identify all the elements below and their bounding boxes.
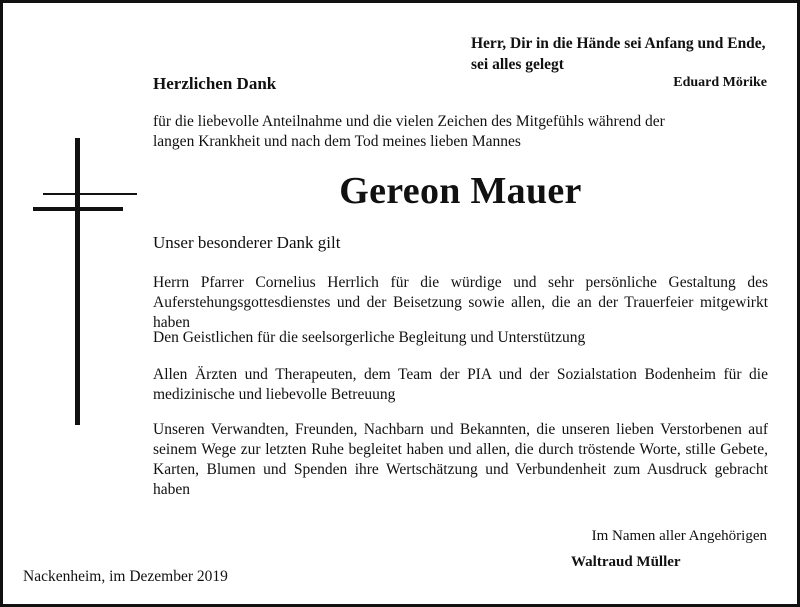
deceased-name: Gereon Mauer [339, 170, 582, 212]
thanks-paragraph: Allen Ärzten und Therapeuten, dem Team der PIA und der Sozialstation Bodenheim für die medizinische und liebevolle Betreuung [153, 366, 768, 403]
intro-text: für die liebevolle Anteilnahme und die vielen Zeichen des Mitgefühls während der langen Krankheit und nach dem Tod meines lieben Mannes [153, 113, 665, 150]
closing-line: Im Namen aller Angehörigen [591, 528, 767, 544]
motto-author: Eduard Mörike [673, 75, 767, 90]
cross-vertical-beam [75, 138, 80, 425]
heading: Herzlichen Dank [153, 74, 277, 93]
cross-thick-beam [33, 207, 123, 211]
thanks-paragraph: Den Geistlichen für die seelsorgerliche Begleitung und Unterstützung [153, 329, 586, 346]
signer-name: Waltraud Müller [571, 554, 681, 570]
place-date: Nackenheim, im Dezember 2019 [23, 568, 228, 585]
motto-quote: Herr, Dir in die Hände sei Anfang und Ende, sei alles gelegt [471, 35, 766, 73]
cross-thin-beam [43, 193, 137, 195]
thanks-paragraph: Herrn Pfarrer Cornelius Herrlich für die würdige und sehr persönliche Gestaltung des Auferstehungsgottesdienstes und der Beisetzung sowie allen, die an der Trauerfeier mitgewirkt haben [153, 274, 768, 331]
thanks-intro: Unser besonderer Dank gilt [153, 233, 341, 252]
thanks-paragraph: Unseren Verwandten, Freunden, Nachbarn und Bekannten, die unseren lieben Verstorbenen auf seinem Wege zur letzten Ruhe begleitet haben und allen, die durch tröstende Worte, stille Gebete, Karten, Blumen und Spenden ihre Wertschätzung und Verbundenheit zum Ausdruck gebracht haben [153, 421, 768, 498]
